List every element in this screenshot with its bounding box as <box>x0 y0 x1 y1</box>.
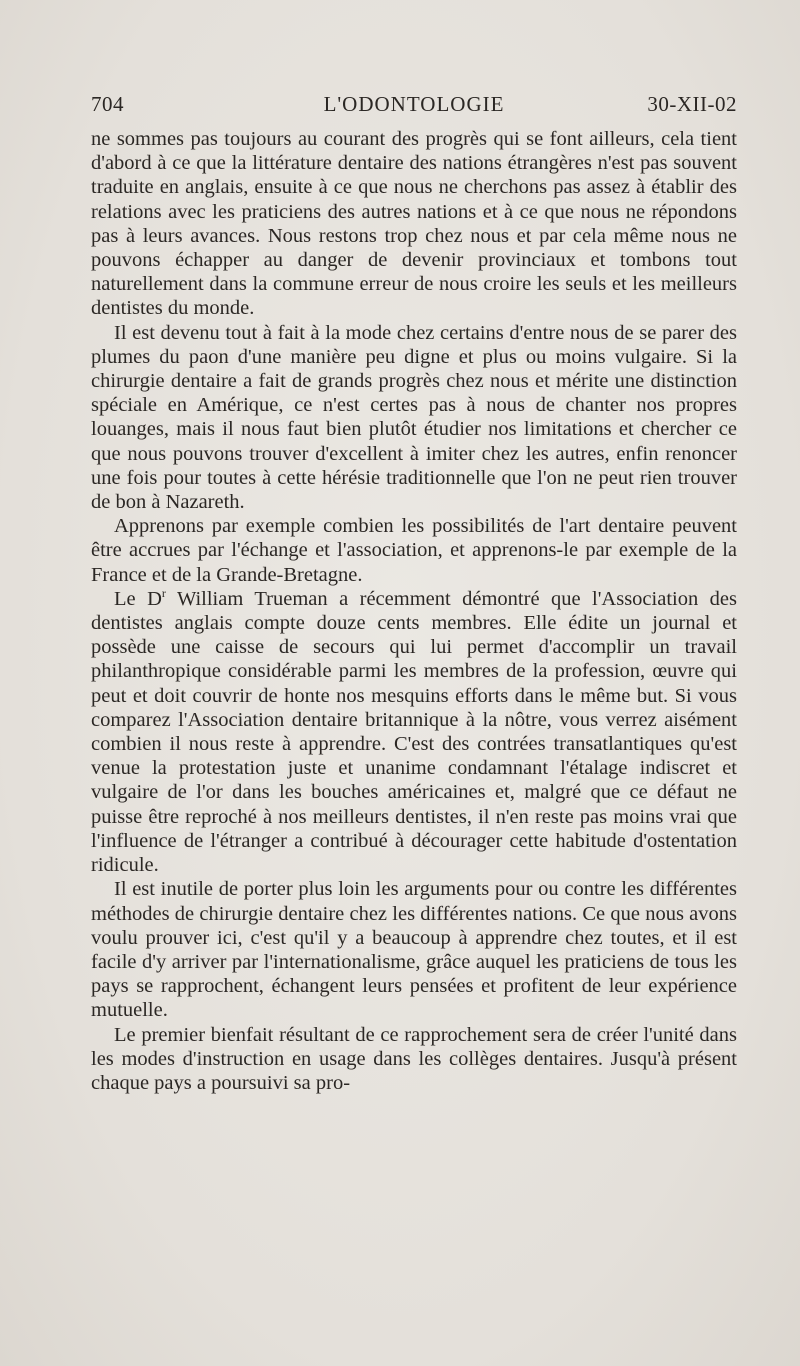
paragraph-5: Il est inutile de porter plus loin les arguments pour ou contre les différentes méthodes de chirurgie dentaire chez les différentes nations. Ce que nous avons voulu prouver ici, c'est qu'il y a beaucoup à apprendre chez toutes, et il est facile d'y arriver par l'internationalisme, grâce auquel les praticiens de tous les pays se rapprochent, échangent leurs pensées et profitent de leur expérience mutuelle. <box>91 878 737 1022</box>
paragraph-1: ne sommes pas toujours au courant des progrès qui se font ailleurs, cela tient d'abord à ce que la littérature dentaire des nations étrangères n'est pas souvent traduite en anglais, ensuite à ce que nous ne cherchons pas assez à établir des relations avec les praticiens des autres nations et à ce que nous ne répondons pas à leurs avances. Nous restons trop chez nous et par cela même nous ne pouvons échapper au danger de devenir provinciaux et tombons tout naturellement dans la commune erreur de nous croire les seuls et les meilleurs dentistes du monde. <box>91 128 737 320</box>
paragraph-4-start: Le D <box>114 587 162 610</box>
paragraph-4 <box>91 587 737 877</box>
page-number: 704 <box>91 92 124 116</box>
paragraph-4-rest: William Trueman a récemment démontré que l'Association des dentistes anglais compte douze cents membres. Elle édite un journal et possède une caisse de secours qui lui permet d'accomplir un travail philanthropique considérable parmi les membres de la profession, œuvre qui peut et doit couvrir de honte nos mesquins efforts dans le même but. Si vous comparez l'Association dentaire britannique à la nôtre, vous verrez aisément combien il nous reste à apprendre. C'est des contrées transatlantiques qu'est venue la protestation juste et unanime condamnant l'étalage indiscret et vulgaire de l'or dans les bouches américaines et, malgré que ce défaut ne puisse être reproché à nos meilleurs dentistes, il n'en reste pas moins vrai que l'influence de l'étranger a contribué à décourager cette habitude d'ostentation ridicule. <box>91 587 737 877</box>
paragraph-3: Apprenons par exemple combien les possibilités de l'art dentaire peuvent être accrues par l'échange et l'association, et apprenons-le par exemple de la France et de la Grande-Bretagne. <box>91 515 737 586</box>
doctor-abbrev-superscript: r <box>161 586 166 601</box>
paragraph-2: Il est devenu tout à fait à la mode chez certains d'entre nous de se parer des plumes du paon d'une manière peu digne et plus ou moins vulgaire. Si la chirurgie dentaire a fait de grands progrès chez nous et mérite une distinction spéciale en Amérique, ce n'est certes pas à nous de chanter nos propres louanges, mais il nous faut bien plutôt étudier nos limitations et chercher ce que nous pouvons trouver d'excellent à imiter chez les autres, enfin renoncer une fois pour toutes à cette hérésie traditionnelle que l'on ne peut rien trouver de bon à Nazareth. <box>91 321 737 514</box>
body-text <box>91 127 737 1095</box>
issue-date: 30-XII-02 <box>647 92 737 116</box>
paragraph-6: Le premier bienfait résultant de ce rapprochement sera de créer l'unité dans les modes d'instruction en usage dans les collèges dentaires. Jusqu'à présent chaque pays a poursuivi sa pro- <box>91 1023 737 1094</box>
running-title: L'ODONTOLOGIE <box>323 92 505 116</box>
running-header <box>91 92 737 118</box>
